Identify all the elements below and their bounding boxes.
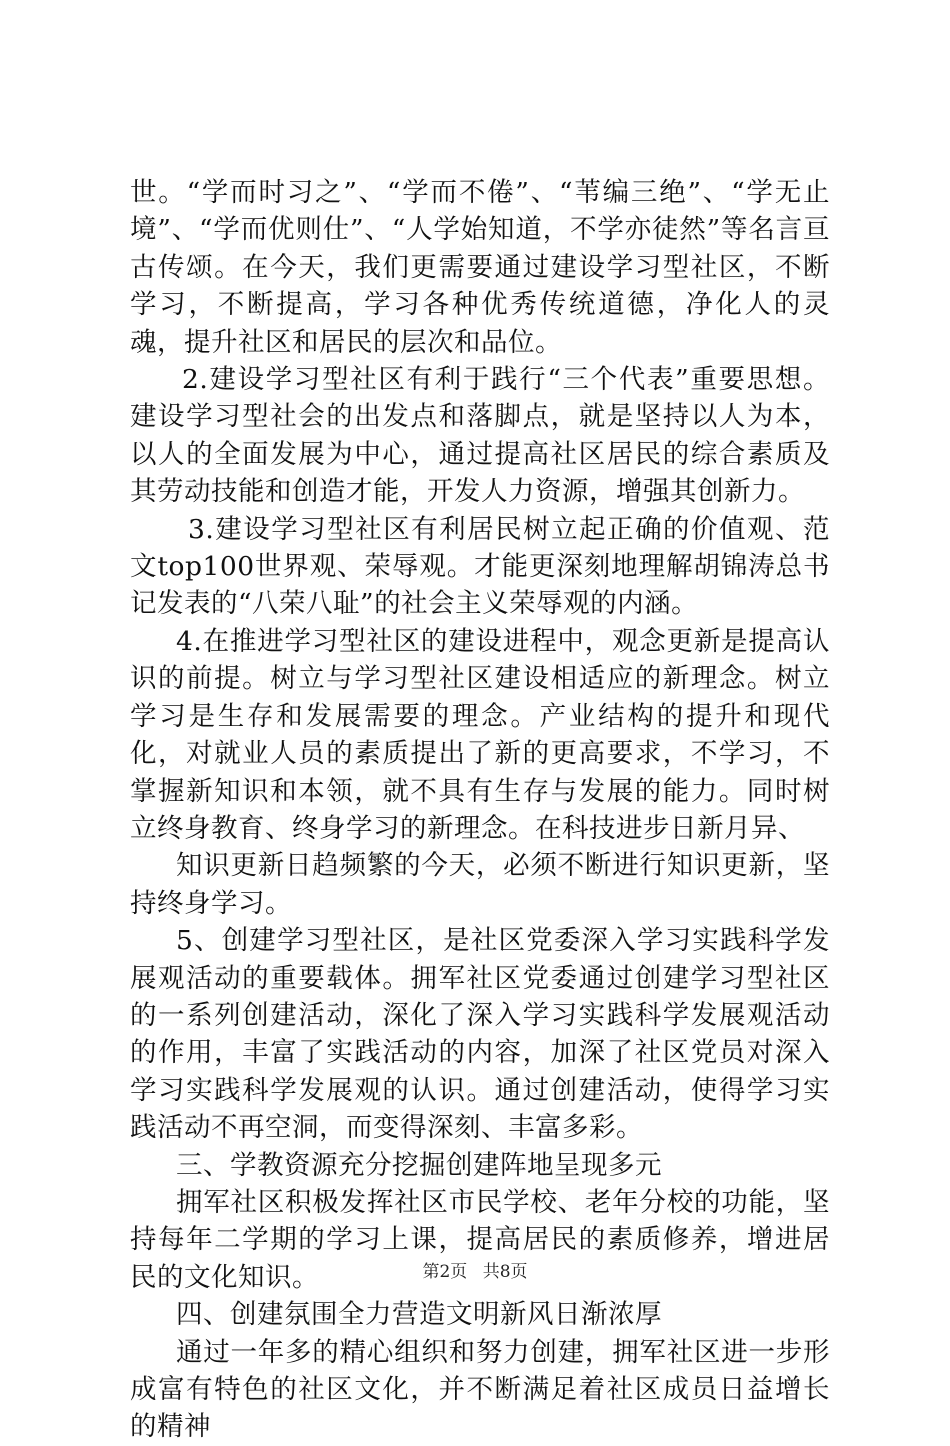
- paragraph-section-3-body: 拥军社区积极发挥社区市民学校、老年分校的功能，坚持每年二学期的学习上课，提高居民的素质修养，增进居民的文化知识。: [130, 1186, 830, 1293]
- total-pages: 共8页: [482, 1262, 528, 1282]
- paragraph-point-3: 3.建设学习型社区有利居民树立起正确的价值观、范文top100世界观、荣辱观。才能更深刻地理解胡锦涛总书记发表的“八荣八耻”的社会主义荣辱观的内涵。: [130, 513, 830, 620]
- current-page-number: 第2页: [422, 1262, 468, 1282]
- paragraph-knowledge-update: 知识更新日趋频繁的今天，必须不断进行知识更新，坚持终身学习。: [130, 850, 830, 919]
- page-footer: [0, 1261, 950, 1283]
- section-heading-3: 三、学教资源充分挖掘创建阵地呈现多元: [176, 1149, 662, 1181]
- document-body: [130, 174, 830, 1446]
- paragraph-continuation: 世。“学而时习之”、“学而不倦”、“苇编三绝”、“学无止境”、“学而优则仕”、“人学始知道，不学亦徒然”等名言亘古传颂。在今天，我们更需要通过建设学习型社区，不断学习，不断提高，学习各种优秀传统道德，净化人的灵魂，提升社区和居民的层次和品位。: [130, 177, 830, 358]
- paragraph-point-5: 5、创建学习型社区，是社区党委深入学习实践科学发展观活动的重要载体。拥军社区党委通过创建学习型社区的一系列创建活动，深化了深入学习实践科学发展观活动的作用，丰富了实践活动的内容，加深了社区党员对深入学习实践科学发展观的认识。通过创建活动，使得学习实践活动不再空洞，而变得深刻、丰富多彩。: [130, 925, 830, 1144]
- section-heading-4: 四、创建氛围全力营造文明新风日渐浓厚: [176, 1299, 662, 1331]
- paragraph-point-2: 2.建设学习型社区有利于践行“三个代表”重要思想。建设学习型社会的出发点和落脚点，就是坚持以人为本，以人的全面发展为中心，通过提高社区居民的综合素质及其劳动技能和创造才能，开发人力资源，增强其创新力。: [130, 364, 830, 508]
- paragraph-point-4: 4.在推进学习型社区的建设进程中，观念更新是提高认识的前提。树立与学习型社区建设相适应的新理念。树立学习是生存和发展需要的理念。产业结构的提升和现代化，对就业人员的素质提出了新的更高要求，不学习，不掌握新知识和本领，就不具有生存与发展的能力。同时树立终身教育、终身学习的新理念。在科技进步日新月异、: [130, 625, 830, 844]
- paragraph-section-4-body: 通过一年多的精心组织和努力创建，拥军社区进一步形成富有特色的社区文化，并不断满足着社区成员日益增长的精神: [130, 1336, 830, 1443]
